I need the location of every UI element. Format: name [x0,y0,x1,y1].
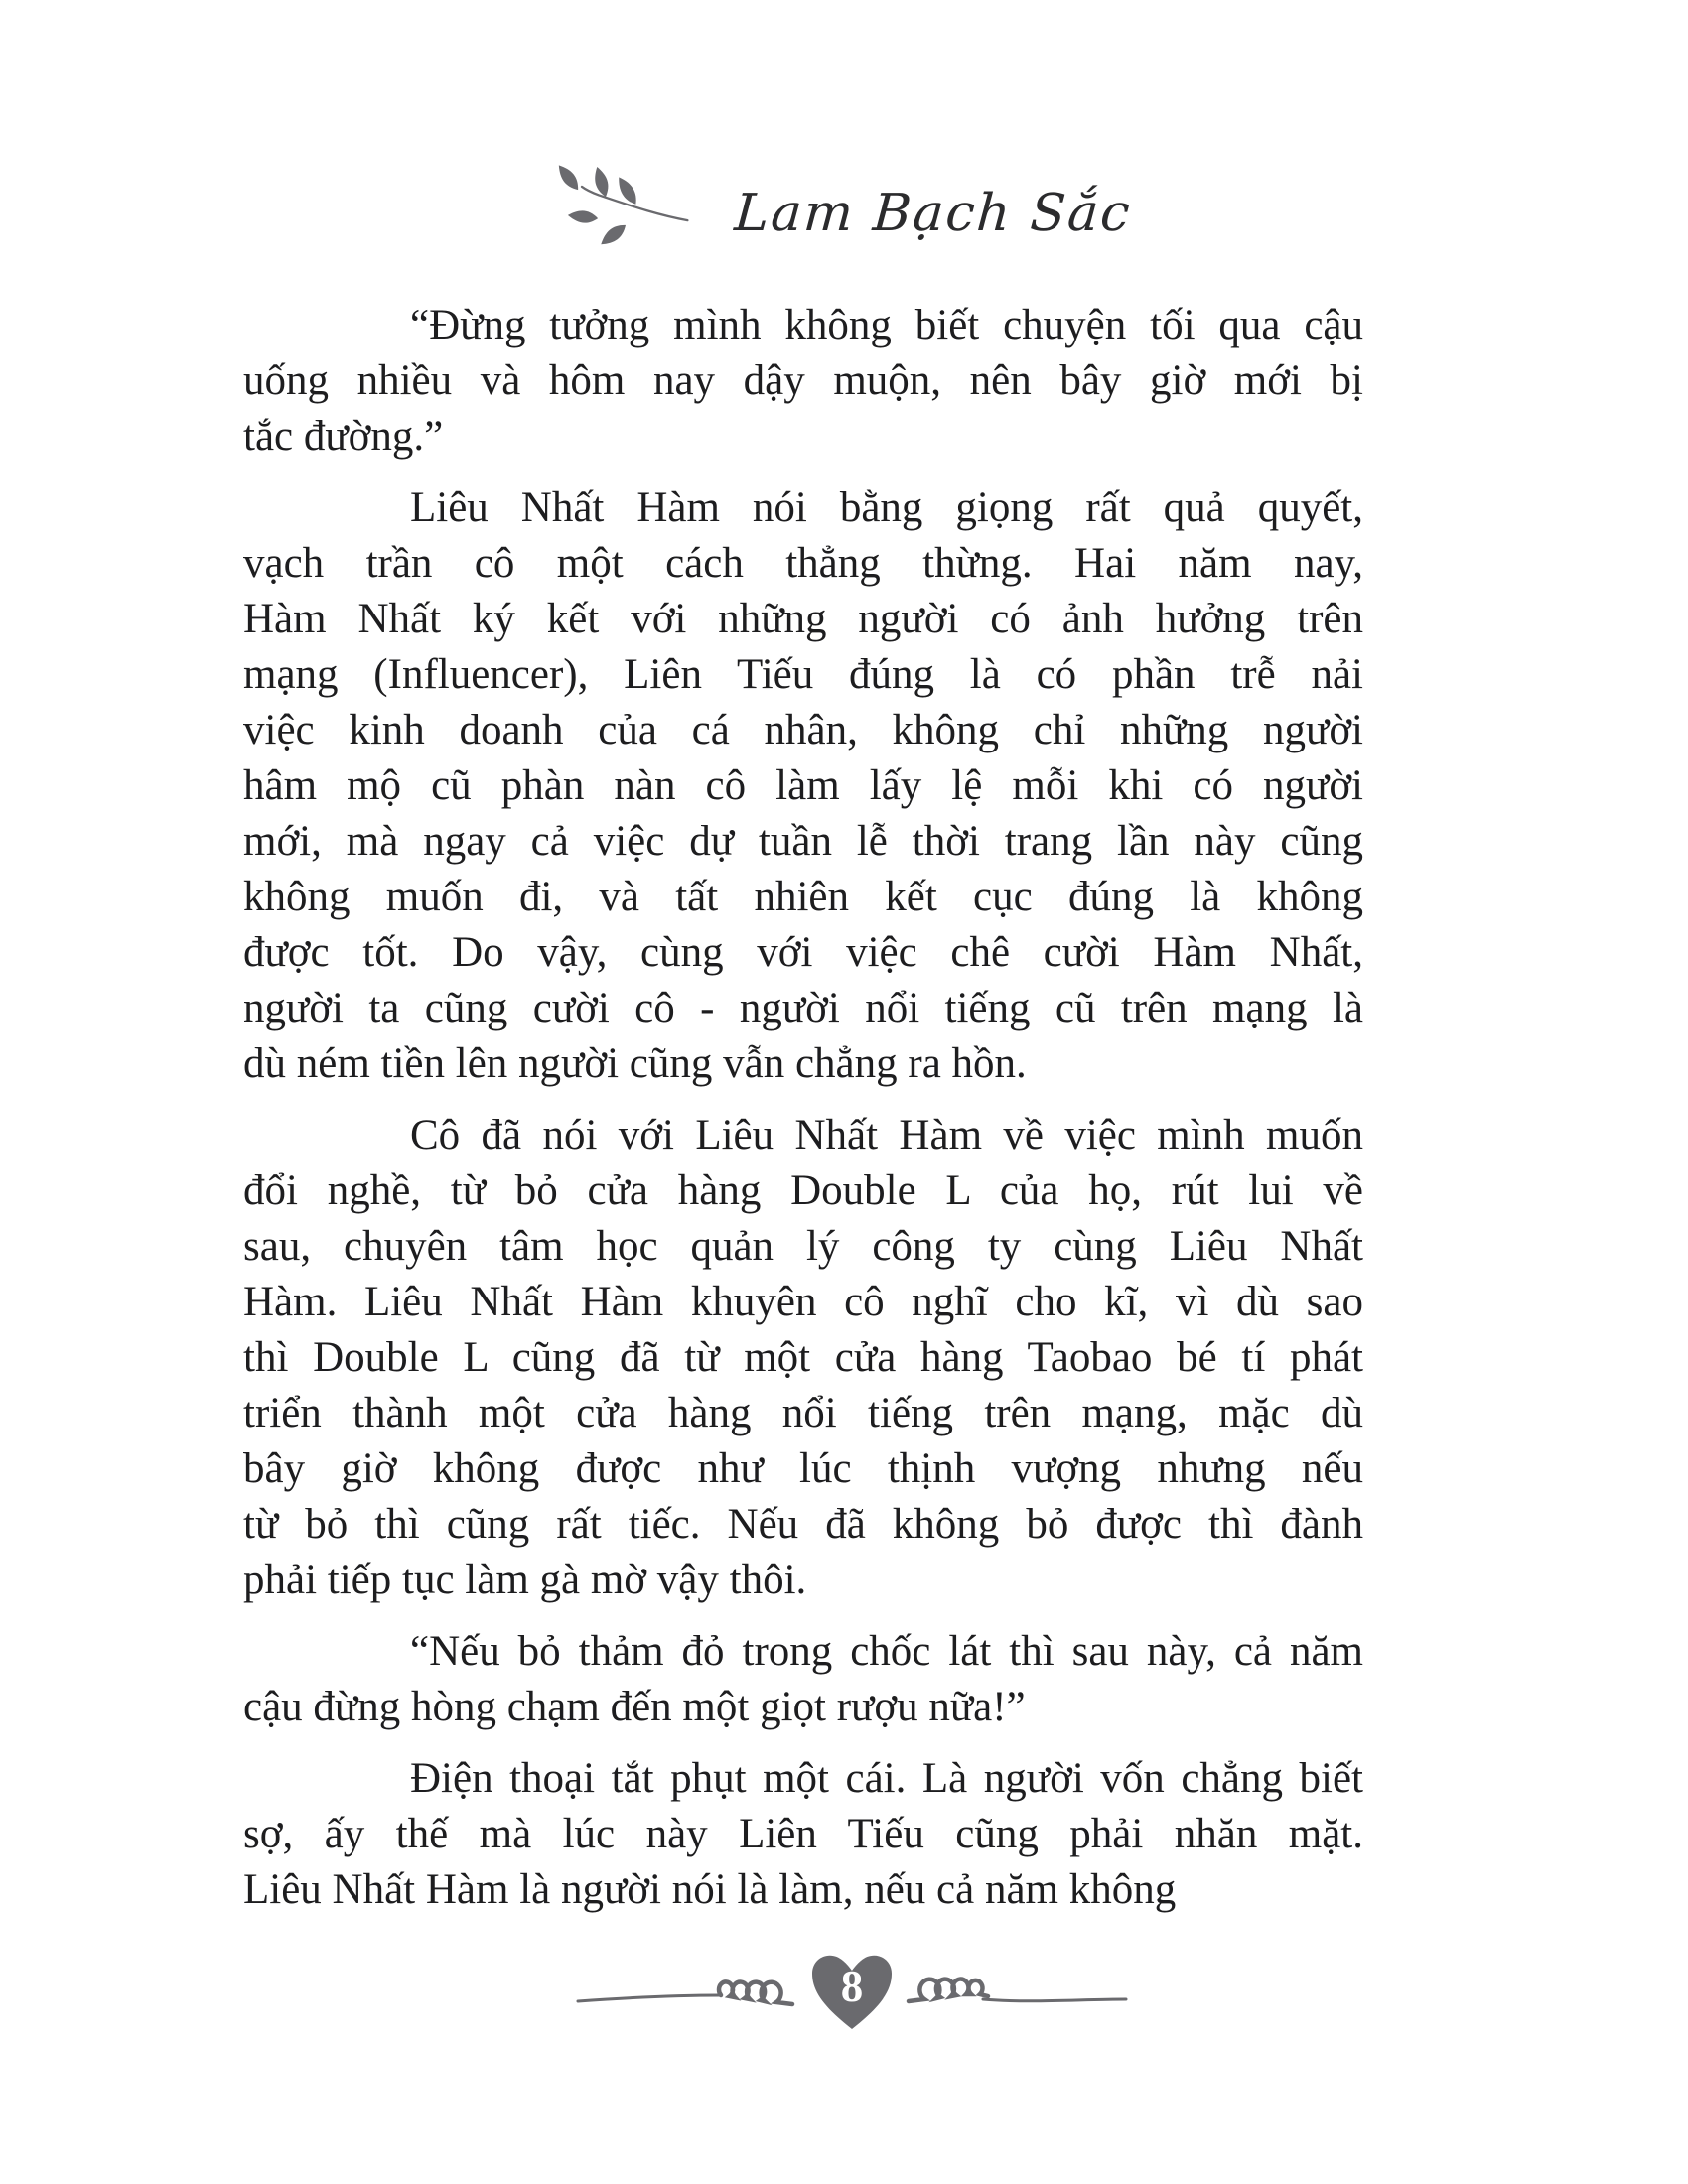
divider-loops-right [909,1979,988,2001]
page-header [544,164,1134,263]
text-line: việc kinh doanh của cá nhân, không chỉ những người [243,707,1363,753]
text-line: được tốt. Do vậy, cùng với việc chê cười Hàm Nhất, [243,929,1363,976]
text-line: Cô đã nói với Liêu Nhất Hàm về việc mình muốn [410,1112,1363,1159]
leaf-branch-icon [544,164,695,263]
text-line: Điện thoại tắt phụt một cái. Là người vốn chẳng biết [410,1755,1363,1802]
text-line: dù ném tiền lên người cũng vẫn chẳng ra hồn. [243,1040,1027,1087]
text-line: từ bỏ thì cũng rất tiếc. Nếu đã không bỏ được thì đành [243,1501,1363,1548]
paragraph [243,1751,1363,1918]
text-line: Hàm. Liêu Nhất Hàm khuyên cô nghĩ cho kĩ, vì dù sao [243,1279,1363,1325]
text-line: vạch trần cô một cách thẳng thừng. Hai năm nay, [243,540,1363,587]
paragraph [243,298,1363,465]
text-line: bây giờ không được như lúc thịnh vượng nhưng nếu [243,1445,1363,1492]
page-number: 8 [840,1962,864,2011]
paragraph [243,1624,1363,1735]
text-line: sợ, ấy thế mà lúc này Liên Tiếu cũng phải nhăn mặt. [243,1811,1363,1857]
text-line: không muốn đi, và tất nhiên kết cục đúng là không [243,874,1363,920]
text-line: Hàm Nhất ký kết với những người có ảnh hưởng trên [243,596,1363,642]
body-text [243,298,1363,1918]
page-footer [574,1934,1130,2053]
text-line: “Đừng tưởng mình không biết chuyện tối qua cậu [410,302,1363,348]
text-line: thì Double L cũng đã từ một cửa hàng Taobao bé tí phát [243,1334,1363,1381]
text-line: đổi nghề, từ bỏ cửa hàng Double L của họ, rút lui về [243,1167,1363,1214]
text-line: cậu đừng hòng chạm đến một giọt rượu nữa!” [243,1684,1026,1730]
text-line: uống nhiều và hôm nay dậy muộn, nên bây giờ mới bị [243,357,1363,404]
divider-line-right [983,1999,1126,2001]
text-line: Liêu Nhất Hàm là người nói là làm, nếu cả năm không [243,1866,1177,1913]
author-name: Lam Bạch Sắc [732,184,1134,243]
heart-page-divider [574,1934,1130,2053]
text-line: tắc đường.” [243,413,444,460]
divider-loops-left [719,1981,792,2004]
paragraph [243,1108,1363,1608]
text-line: hâm mộ cũ phàn nàn cô làm lấy lệ mỗi khi có người [243,762,1363,809]
text-line: “Nếu bỏ thảm đỏ trong chốc lát thì sau này, cả năm [410,1628,1363,1675]
text-line: mạng (Influencer), Liên Tiếu đúng là có phần trễ nải [243,651,1363,698]
text-line: mới, mà ngay cả việc dự tuần lễ thời trang lần này cũng [243,818,1363,865]
text-line: triển thành một cửa hàng nổi tiếng trên mạng, mặc dù [243,1390,1363,1436]
text-line: phải tiếp tục làm gà mờ vậy thôi. [243,1557,807,1603]
paragraph [243,480,1363,1092]
divider-line-left [578,1995,721,2001]
text-line: sau, chuyên tâm học quản lý công ty cùng Liêu Nhất [243,1223,1363,1270]
text-line: Liêu Nhất Hàm nói bằng giọng rất quả quyết, [410,484,1363,531]
text-line: người ta cũng cười cô - người nổi tiếng cũ trên mạng là [243,985,1363,1031]
